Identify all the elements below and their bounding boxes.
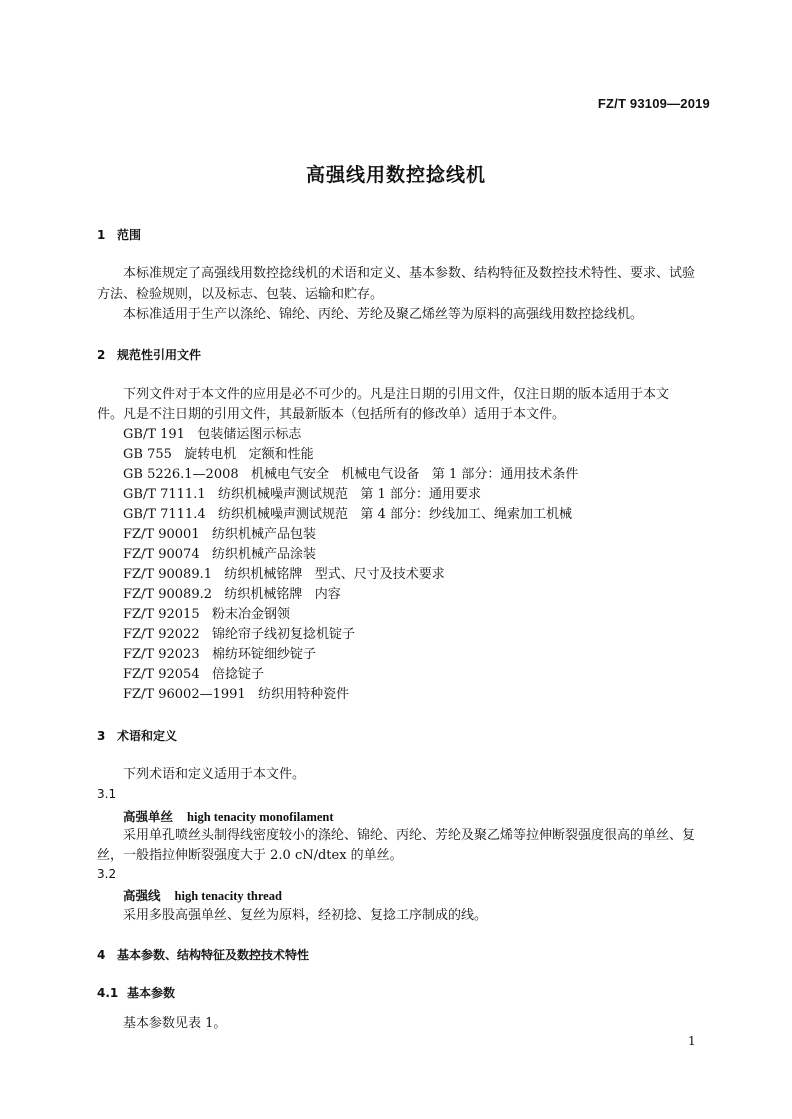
section-title: 术语和定义 [117,729,178,743]
definition-line: 采用多股高强单丝、复丝为原料，经初捻、复捻工序制成的线。 [123,908,488,923]
section-2-heading [97,346,201,363]
subsection-title: 基本参数 [127,986,176,1000]
subsection-number: 4.1 [97,986,119,1000]
reference-item: FZ/T 90001 纺织机械产品包装 [123,527,316,542]
reference-item: FZ/T 92054 倍捻锭子 [123,667,264,682]
subsection-4-1-heading [97,984,175,1001]
reference-item: FZ/T 92023 棉纺环锭细纱锭子 [123,647,316,662]
term-name [123,886,282,904]
standard-code: FZ/T 93109—2019 [597,96,710,111]
paragraph-line: 件。凡是不注日期的引用文件，其最新版本（包括所有的修改单）适用于本文件。 [97,407,566,422]
section-number: 4 [97,948,106,962]
reference-item: FZ/T 90074 纺织机械产品涂装 [123,547,316,562]
section-number: 2 [97,348,106,362]
term-name-en: high tenacity monofilament [187,810,334,824]
definition-line: 丝，一般指拉伸断裂强度大于 2.0 cN/dtex 的单丝。 [97,848,403,863]
definition-line: 采用单孔喷丝头制得线密度较小的涤纶、锦纶、丙纶、芳纶及聚乙烯等拉伸断裂强度很高的单丝、复 [123,828,696,843]
term-name-zh: 高强线 [123,888,161,903]
reference-item: GB/T 7111.4 纺织机械噪声测试规范 第 4 部分：纱线加工、绳索加工机械 [123,507,572,522]
reference-item: FZ/T 90089.1 纺织机械铭牌 型式、尺寸及技术要求 [123,567,445,582]
reference-item: GB/T 191 包装储运图示标志 [123,427,302,442]
reference-item: FZ/T 90089.2 纺织机械铭牌 内容 [123,587,341,602]
document-title: 高强线用数控捻线机 [305,164,486,186]
paragraph-line: 本标准规定了高强线用数控捻线机的术语和定义、基本参数、结构特征及数控技术特性、要求、试验 [123,266,696,281]
reference-item: FZ/T 92022 锦纶帘子线初复捻机锭子 [123,627,355,642]
section-number: 1 [97,228,106,242]
paragraph: 基本参数见表 1。 [123,1016,227,1031]
term-number: 3.1 [97,787,117,801]
paragraph: 本标准适用于生产以涤纶、锦纶、丙纶、芳纶及聚乙烯丝等为原料的高强线用数控捻线机。 [123,307,644,322]
reference-item: GB/T 7111.1 纺织机械噪声测试规范 第 1 部分：通用要求 [123,487,481,502]
reference-item: FZ/T 92015 粉末冶金钢领 [123,607,290,622]
reference-item: GB 755 旋转电机 定额和性能 [123,447,314,462]
section-4-heading [97,946,309,963]
term-name-en: high tenacity thread [174,889,282,903]
term-name-zh: 高强单丝 [123,809,174,824]
reference-item: FZ/T 96002—1991 纺织用特种瓷件 [123,687,350,702]
paragraph: 下列术语和定义适用于本文件。 [123,767,306,782]
paragraph-line: 方法、检验规则，以及标志、包装、运输和贮存。 [97,287,384,302]
section-number: 3 [97,729,106,743]
term-name [123,807,334,825]
reference-item: GB 5226.1—2008 机械电气安全 机械电气设备 第 1 部分：通用技术条件 [123,467,579,482]
section-title: 范围 [117,228,142,242]
section-3-heading [97,727,177,744]
section-title: 基本参数、结构特征及数控技术特性 [117,948,310,962]
term-number: 3.2 [97,867,117,881]
section-title: 规范性引用文件 [117,348,202,362]
page-number: 1 [688,1034,696,1048]
section-1-heading [97,226,141,243]
paragraph-line: 下列文件对于本文件的应用是必不可少的。凡是注日期的引用文件，仅注日期的版本适用于本文 [123,387,670,402]
